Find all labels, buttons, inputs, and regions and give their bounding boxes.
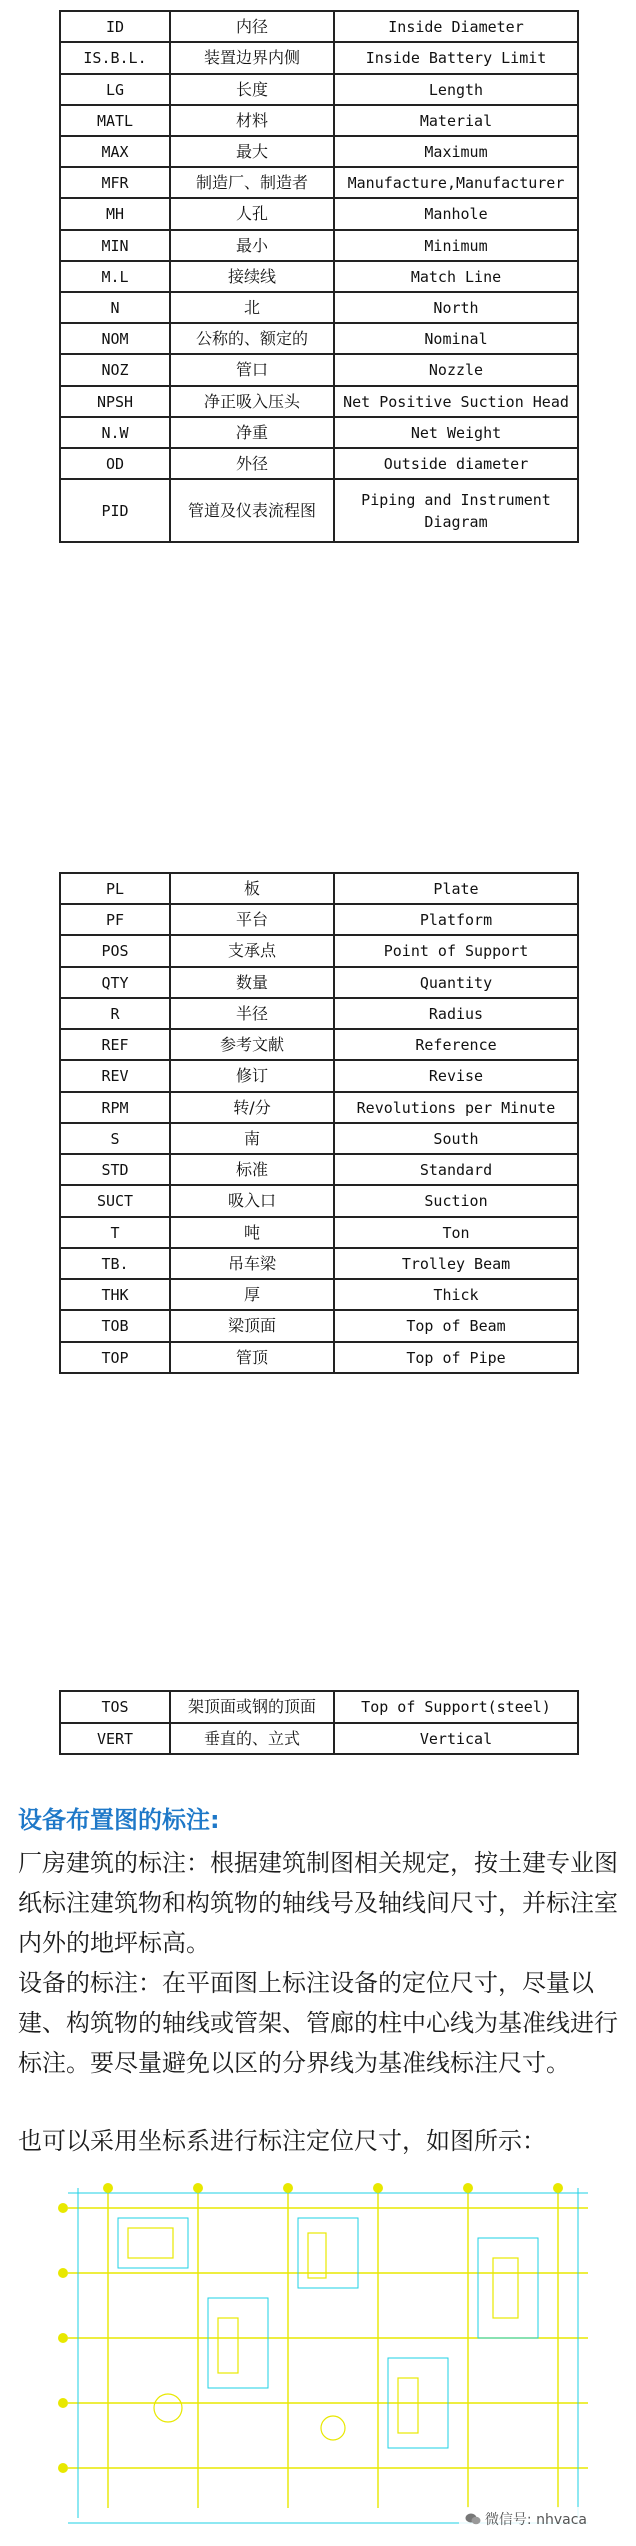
abbreviation-code: NOM: [60, 323, 170, 354]
paragraph-coordinate-system: 也可以采用坐标系进行标注定位尺寸，如图所示：: [18, 2127, 546, 2155]
chinese-meaning: 净正吸入压头: [170, 386, 334, 417]
axis-lines: [68, 2188, 588, 2508]
table-row: [60, 998, 578, 1029]
english-meaning: Point of Support: [334, 935, 578, 967]
abbreviation-code: N.W: [60, 417, 170, 448]
abbreviation-table-3: [59, 1690, 579, 1755]
chinese-meaning: 架顶面或钢的顶面: [170, 1691, 334, 1723]
english-meaning: Maximum: [334, 136, 578, 167]
english-meaning: Nominal: [334, 323, 578, 354]
abbreviation-code: TOS: [60, 1691, 170, 1723]
table-row: [60, 261, 578, 292]
chinese-meaning: 数量: [170, 967, 334, 998]
chinese-meaning: 梁顶面: [170, 1310, 334, 1342]
abbreviation-code: OD: [60, 448, 170, 479]
table-row: [60, 1723, 578, 1754]
table-row: [60, 136, 578, 167]
table-row: [60, 479, 578, 542]
english-meaning: Net Weight: [334, 417, 578, 448]
chinese-meaning: 制造厂、制造者: [170, 167, 334, 198]
english-meaning: Inside Diameter: [334, 11, 578, 42]
chinese-meaning: 厚: [170, 1279, 334, 1310]
table-row: [60, 1691, 578, 1723]
table-row: [60, 354, 578, 386]
chinese-meaning: 南: [170, 1123, 334, 1154]
table-row: [60, 967, 578, 998]
abbreviation-code: M.L: [60, 261, 170, 292]
table-row: [60, 1092, 578, 1123]
chinese-meaning: 长度: [170, 74, 334, 105]
english-meaning: Inside Battery Limit: [334, 42, 578, 74]
english-meaning: North: [334, 292, 578, 323]
dimension-lines: [68, 2188, 588, 2523]
axis-bubbles: [58, 2183, 563, 2473]
abbreviation-table-2: [59, 872, 579, 1374]
chinese-meaning: 管顶: [170, 1342, 334, 1373]
chinese-meaning: 平台: [170, 904, 334, 935]
chinese-meaning: 参考文献: [170, 1029, 334, 1060]
abbreviation-code: MIN: [60, 230, 170, 261]
english-meaning: South: [334, 1123, 578, 1154]
english-meaning: Manufacture,Manufacturer: [334, 167, 578, 198]
chinese-meaning: 外径: [170, 448, 334, 479]
chinese-meaning: 最大: [170, 136, 334, 167]
chinese-meaning: 管口: [170, 354, 334, 386]
english-meaning: Material: [334, 105, 578, 136]
cad-plan-drawing: [48, 2178, 603, 2543]
english-meaning: Standard: [334, 1154, 578, 1185]
english-meaning: Nozzle: [334, 354, 578, 386]
abbreviation-code: N: [60, 292, 170, 323]
table-row: [60, 1248, 578, 1279]
english-meaning: Revise: [334, 1060, 578, 1092]
table-row: [60, 386, 578, 417]
abbreviation-code: VERT: [60, 1723, 170, 1754]
chinese-meaning: 垂直的、立式: [170, 1723, 334, 1754]
table-row: [60, 1217, 578, 1248]
table-row: [60, 198, 578, 230]
english-meaning: Net Positive Suction Head: [334, 386, 578, 417]
english-meaning: Quantity: [334, 967, 578, 998]
chinese-meaning: 标准: [170, 1154, 334, 1185]
abbreviation-code: QTY: [60, 967, 170, 998]
abbreviation-code: SUCT: [60, 1185, 170, 1217]
chinese-meaning: 支承点: [170, 935, 334, 967]
english-meaning: Trolley Beam: [334, 1248, 578, 1279]
english-meaning: Reference: [334, 1029, 578, 1060]
table-row: [60, 1310, 578, 1342]
table-row: [60, 1342, 578, 1373]
table-row: [60, 873, 578, 904]
watermark-text: 微信号: nhvaca: [484, 2512, 587, 2528]
abbreviation-code: RPM: [60, 1092, 170, 1123]
english-meaning: Revolutions per Minute: [334, 1092, 578, 1123]
paragraph-building-annotation: 厂房建筑的标注：根据建筑制图相关规定，按土建专业图纸标注建筑物和构筑物的轴线号及轴线间尺寸，并标注室内外的地坪标高。: [18, 1849, 618, 1957]
table-row: [60, 74, 578, 105]
wechat-watermark: [459, 2507, 593, 2531]
english-meaning: Manhole: [334, 198, 578, 230]
abbreviation-code: MFR: [60, 167, 170, 198]
table-row: [60, 11, 578, 42]
wechat-icon: [465, 2513, 481, 2525]
abbreviation-code: STD: [60, 1154, 170, 1185]
abbreviation-code: NPSH: [60, 386, 170, 417]
chinese-meaning: 装置边界内侧: [170, 42, 334, 74]
table-row: [60, 417, 578, 448]
english-meaning: Match Line: [334, 261, 578, 292]
chinese-meaning: 最小: [170, 230, 334, 261]
abbreviation-code: LG: [60, 74, 170, 105]
abbreviation-code: TB.: [60, 1248, 170, 1279]
english-meaning: Suction: [334, 1185, 578, 1217]
table-row: [60, 230, 578, 261]
table-row: [60, 1123, 578, 1154]
chinese-meaning: 公称的、额定的: [170, 323, 334, 354]
english-meaning: Top of Support(steel): [334, 1691, 578, 1723]
abbreviation-code: PF: [60, 904, 170, 935]
paragraph-equipment-annotation: 设备的标注：在平面图上标注设备的定位尺寸，尽量以建、构筑物的轴线或管架、管廊的柱中心线为基准线进行标注。要尽量避免以区的分界线为基准线标注尺寸。: [18, 1969, 618, 2077]
chinese-meaning: 人孔: [170, 198, 334, 230]
abbreviation-code: T: [60, 1217, 170, 1248]
section-title: 设备布置图的标注:: [18, 1806, 220, 1834]
equipment-outlines: [128, 2228, 518, 2440]
table-row: [60, 42, 578, 74]
abbreviation-code: MAX: [60, 136, 170, 167]
abbreviation-code: IS.B.L.: [60, 42, 170, 74]
abbreviation-code: NOZ: [60, 354, 170, 386]
table-row: [60, 1185, 578, 1217]
abbreviation-code: R: [60, 998, 170, 1029]
abbreviation-code: POS: [60, 935, 170, 967]
abbreviation-code: S: [60, 1123, 170, 1154]
chinese-meaning: 材料: [170, 105, 334, 136]
table-row: [60, 323, 578, 354]
chinese-meaning: 半径: [170, 998, 334, 1029]
english-meaning: Plate: [334, 873, 578, 904]
chinese-meaning: 接续线: [170, 261, 334, 292]
abbreviation-code: PL: [60, 873, 170, 904]
table-row: [60, 1279, 578, 1310]
table-row: [60, 1029, 578, 1060]
chinese-meaning: 管道及仪表流程图: [170, 479, 334, 542]
abbreviation-code: REV: [60, 1060, 170, 1092]
chinese-meaning: 净重: [170, 417, 334, 448]
equipment-layout-drawing: [48, 2178, 603, 2543]
table-body: [60, 1691, 578, 1754]
table-row: [60, 448, 578, 479]
table-row: [60, 904, 578, 935]
table-row: [60, 105, 578, 136]
chinese-meaning: 吨: [170, 1217, 334, 1248]
abbreviation-code: REF: [60, 1029, 170, 1060]
chinese-meaning: 修订: [170, 1060, 334, 1092]
table-row: [60, 1154, 578, 1185]
table-row: [60, 292, 578, 323]
chinese-meaning: 吊车梁: [170, 1248, 334, 1279]
english-meaning: Radius: [334, 998, 578, 1029]
english-meaning: Thick: [334, 1279, 578, 1310]
english-meaning: Top of Pipe: [334, 1342, 578, 1373]
abbreviation-code: TOP: [60, 1342, 170, 1373]
chinese-meaning: 吸入口: [170, 1185, 334, 1217]
table-body: [60, 873, 578, 1373]
abbreviation-code: THK: [60, 1279, 170, 1310]
chinese-meaning: 板: [170, 873, 334, 904]
chinese-meaning: 北: [170, 292, 334, 323]
english-meaning: Piping and Instrument Diagram: [334, 479, 578, 542]
table-row: [60, 167, 578, 198]
abbreviation-code: PID: [60, 479, 170, 542]
english-meaning: Top of Beam: [334, 1310, 578, 1342]
table-body: [60, 11, 578, 542]
english-meaning: Ton: [334, 1217, 578, 1248]
abbreviation-code: TOB: [60, 1310, 170, 1342]
abbreviation-code: MATL: [60, 105, 170, 136]
english-meaning: Vertical: [334, 1723, 578, 1754]
english-meaning: Platform: [334, 904, 578, 935]
english-meaning: Outside diameter: [334, 448, 578, 479]
abbreviation-code: MH: [60, 198, 170, 230]
abbreviation-code: ID: [60, 11, 170, 42]
table-row: [60, 935, 578, 967]
chinese-meaning: 内径: [170, 11, 334, 42]
abbreviation-table-1: [59, 10, 579, 543]
english-meaning: Length: [334, 74, 578, 105]
english-meaning: Minimum: [334, 230, 578, 261]
table-row: [60, 1060, 578, 1092]
chinese-meaning: 转/分: [170, 1092, 334, 1123]
